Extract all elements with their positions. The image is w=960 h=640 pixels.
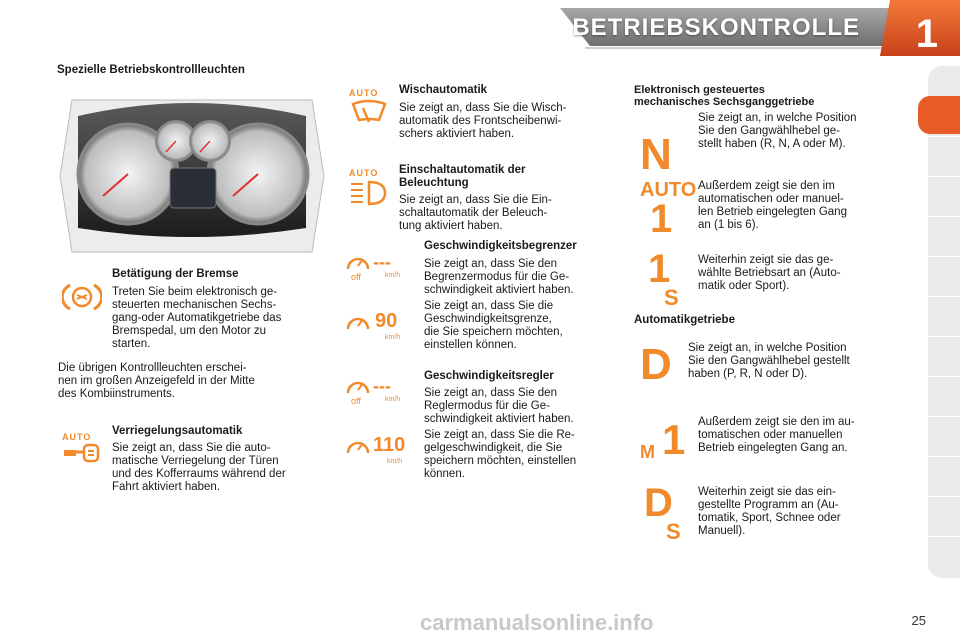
etg3-line: wählte Betriebsart an (Auto- bbox=[698, 267, 841, 279]
speedometer-icon bbox=[345, 312, 371, 332]
brake-line: Treten Sie beim elektronisch ge- bbox=[112, 286, 278, 298]
etg2-line: Außerdem zeigt sie den im bbox=[698, 180, 835, 192]
cruise-line: Sie zeigt an, dass Sie die Re- bbox=[424, 429, 575, 441]
at1-line: Sie den Gangwählhebel gestellt bbox=[688, 355, 850, 367]
cruise-off-icon bbox=[345, 376, 415, 406]
limiter-line: Geschwindigkeitsgrenze, bbox=[424, 313, 552, 325]
auto-lock-icon bbox=[62, 432, 102, 471]
auto-lights-icon bbox=[349, 168, 389, 213]
speedometer-icon bbox=[345, 376, 371, 396]
tab-divider bbox=[928, 296, 960, 297]
other-lamps-line: Die übrigen Kontrollleuchten erschei- bbox=[58, 362, 247, 374]
gear-m-letter: M bbox=[640, 442, 655, 462]
auto-wiper-icon bbox=[349, 88, 389, 133]
cruise-off-value: --- bbox=[373, 376, 391, 396]
limiter-line: einstellen können. bbox=[424, 339, 517, 351]
gear-1-sport-icon bbox=[648, 247, 698, 310]
limiter-off-status: off bbox=[351, 272, 361, 282]
gear-d-sport-icon bbox=[644, 481, 696, 544]
etg-title-line: mechanisches Sechsganggetriebe bbox=[634, 96, 815, 108]
etg3-line: Weiterhin zeigt sie das ge- bbox=[698, 254, 834, 266]
limiter-title: Geschwindigkeitsbegrenzer bbox=[424, 240, 577, 252]
at1-line: haben (P, R, N oder D). bbox=[688, 368, 808, 380]
limiter-set-value: 90 bbox=[375, 310, 398, 332]
wiper-line: schers aktiviert haben. bbox=[399, 128, 515, 140]
lock-line: und des Kofferraums während der bbox=[112, 468, 286, 480]
wiper-text bbox=[399, 102, 615, 141]
cruise-line: können. bbox=[424, 468, 465, 480]
brake-line: gang-oder Automatikgetriebe das bbox=[112, 312, 282, 324]
cruise-line: Sie zeigt an, dass Sie den bbox=[424, 387, 557, 399]
gear-n-icon: N bbox=[640, 130, 672, 179]
chapter-tab-strip[interactable] bbox=[928, 66, 960, 578]
cruise-line: schwindigkeit aktiviert haben. bbox=[424, 413, 574, 425]
brake-warning-icon bbox=[62, 282, 102, 317]
lights-text bbox=[399, 194, 615, 233]
at3-line: Weiterhin zeigt sie das ein- bbox=[698, 486, 836, 498]
limiter-text-2 bbox=[424, 300, 615, 352]
at2-line: Außerdem zeigt sie den im au- bbox=[698, 416, 855, 428]
tab-divider bbox=[928, 536, 960, 537]
cruise-off-unit: km/h bbox=[385, 396, 401, 403]
lock-text bbox=[112, 442, 326, 494]
lock-line: matische Verriegelung der Türen bbox=[112, 455, 279, 467]
limiter-off-icon bbox=[345, 252, 415, 282]
tab-divider bbox=[928, 136, 960, 137]
chapter-tab-active[interactable] bbox=[918, 96, 960, 134]
tab-divider bbox=[928, 376, 960, 377]
lights-title bbox=[399, 164, 526, 190]
at3-line: tomatik, Sport, Schnee oder bbox=[698, 512, 841, 524]
at3-line: Manuell). bbox=[698, 525, 746, 537]
cruise-title: Geschwindigkeitsregler bbox=[424, 370, 554, 382]
section-title: Spezielle Betriebskontrollleuchten bbox=[57, 64, 245, 76]
instrument-cluster-image bbox=[58, 96, 326, 261]
etg1-text bbox=[698, 112, 906, 151]
gear-sport-letter: S bbox=[664, 285, 679, 310]
cruise-set-icon bbox=[345, 434, 417, 465]
wiper-line: automatik des Frontscheibenwi- bbox=[399, 115, 562, 127]
etg-title bbox=[634, 84, 814, 108]
cruise-line: Reglermodus für die Ge- bbox=[424, 400, 550, 412]
instrument-cluster-icon bbox=[58, 96, 326, 256]
tab-divider bbox=[928, 256, 960, 257]
brake-line: starten. bbox=[112, 338, 151, 350]
at3-text bbox=[698, 486, 906, 538]
other-lamps-line: des Kombiinstruments. bbox=[58, 388, 175, 400]
etg2-line: an (1 bis 6). bbox=[698, 219, 759, 231]
limiter-line: Sie zeigt an, dass Sie den bbox=[424, 258, 557, 270]
at1-text bbox=[688, 342, 906, 381]
page-number: 25 bbox=[911, 613, 926, 628]
other-lamps-line: nen im großen Anzeigefeld in der Mitte bbox=[58, 375, 255, 387]
page-title: BETRIEBSKONTROLLE bbox=[572, 14, 860, 41]
cruise-off-status: off bbox=[351, 396, 361, 406]
wiper-title: Wischautomatik bbox=[399, 84, 488, 96]
etg-title-line: Elektronisch gesteuertes bbox=[634, 84, 765, 96]
wiper-line: Sie zeigt an, dass Sie die Wisch- bbox=[399, 102, 567, 114]
auto-lock-icon-label: AUTO bbox=[62, 432, 92, 442]
lock-line: Fahrt aktiviert haben. bbox=[112, 481, 221, 493]
etg2-text bbox=[698, 180, 906, 232]
speedometer-icon bbox=[345, 252, 371, 272]
limiter-line: die Sie speichern möchten, bbox=[424, 326, 563, 338]
lights-line: tung aktiviert haben. bbox=[399, 220, 503, 232]
lock-line: Sie zeigt an, dass Sie die auto- bbox=[112, 442, 271, 454]
limiter-set-unit: km/h bbox=[385, 334, 401, 341]
tab-divider bbox=[928, 416, 960, 417]
etg1-line: Sie den Gangwählhebel ge- bbox=[698, 125, 840, 137]
tab-divider bbox=[928, 336, 960, 337]
cruise-line: gelgeschwindigkeit, die Sie bbox=[424, 442, 563, 454]
auto-wiper-icon-label: AUTO bbox=[349, 88, 379, 98]
brake-line: steuerten mechanischen Sechs- bbox=[112, 299, 277, 311]
gear-m1-icon bbox=[640, 418, 692, 468]
limiter-line: Begrenzermodus für die Ge- bbox=[424, 271, 570, 283]
at2-line: tomatischen oder manuellen bbox=[698, 429, 843, 441]
automatic-title: Automatikgetriebe bbox=[634, 314, 735, 326]
at3-line: gestellte Programm an (Au- bbox=[698, 499, 839, 511]
etg1-line: stellt haben (R, N, A oder M). bbox=[698, 138, 846, 150]
cruise-set-unit: km/h bbox=[387, 458, 403, 465]
at2-text bbox=[698, 416, 906, 455]
auto-lights-icon-label: AUTO bbox=[349, 168, 379, 178]
gear-m-number: 1 bbox=[662, 416, 686, 463]
tab-divider bbox=[928, 176, 960, 177]
lights-title-line: Beleuchtung bbox=[399, 177, 469, 189]
gear-d-sport-sub: S bbox=[666, 519, 681, 544]
other-lamps-text bbox=[58, 362, 326, 401]
watermark: carmanualsonline.info bbox=[420, 610, 654, 635]
limiter-line: Sie zeigt an, dass Sie die bbox=[424, 300, 554, 312]
limiter-set-icon bbox=[345, 310, 415, 341]
lights-line: schaltautomatik der Beleuch- bbox=[399, 207, 548, 219]
at1-line: Sie zeigt an, in welche Position bbox=[688, 342, 847, 354]
tab-divider bbox=[928, 216, 960, 217]
gear-auto-number: 1 bbox=[650, 197, 673, 241]
tab-divider bbox=[928, 496, 960, 497]
limiter-off-value: --- bbox=[373, 252, 391, 272]
cruise-text-1 bbox=[424, 387, 615, 426]
limiter-off-unit: km/h bbox=[385, 272, 401, 279]
etg3-text bbox=[698, 254, 906, 293]
at2-line: Betrieb eingelegten Gang an. bbox=[698, 442, 848, 454]
limiter-text-1 bbox=[424, 258, 615, 297]
gear-d-sport-letter: D bbox=[644, 481, 673, 525]
gear-auto-label: AUTO bbox=[640, 179, 697, 201]
tab-divider bbox=[928, 456, 960, 457]
lights-line: Sie zeigt an, dass Sie die Ein- bbox=[399, 194, 552, 206]
gear-sport-number: 1 bbox=[648, 247, 671, 291]
cruise-text-2 bbox=[424, 429, 615, 481]
etg2-line: automatischen oder manuel- bbox=[698, 193, 844, 205]
lock-title: Verriegelungsautomatik bbox=[112, 425, 243, 437]
chapter-number: 1 bbox=[915, 12, 938, 56]
brake-title: Betätigung der Bremse bbox=[112, 268, 239, 280]
brake-line: Bremspedal, um den Motor zu bbox=[112, 325, 267, 337]
speedometer-icon bbox=[345, 436, 371, 456]
lights-title-line: Einschaltautomatik der bbox=[399, 164, 526, 176]
limiter-line: schwindigkeit aktiviert haben. bbox=[424, 284, 574, 296]
etg3-line: matik oder Sport). bbox=[698, 280, 790, 292]
gear-d-icon: D bbox=[640, 340, 672, 389]
etg2-line: len Betrieb eingelegten Gang bbox=[698, 206, 847, 218]
gear-auto-1-icon bbox=[640, 179, 697, 241]
etg1-line: Sie zeigt an, in welche Position bbox=[698, 112, 857, 124]
brake-text bbox=[112, 286, 326, 351]
cruise-set-value: 110 bbox=[373, 434, 406, 456]
cruise-line: speichern möchten, einstellen bbox=[424, 455, 577, 467]
